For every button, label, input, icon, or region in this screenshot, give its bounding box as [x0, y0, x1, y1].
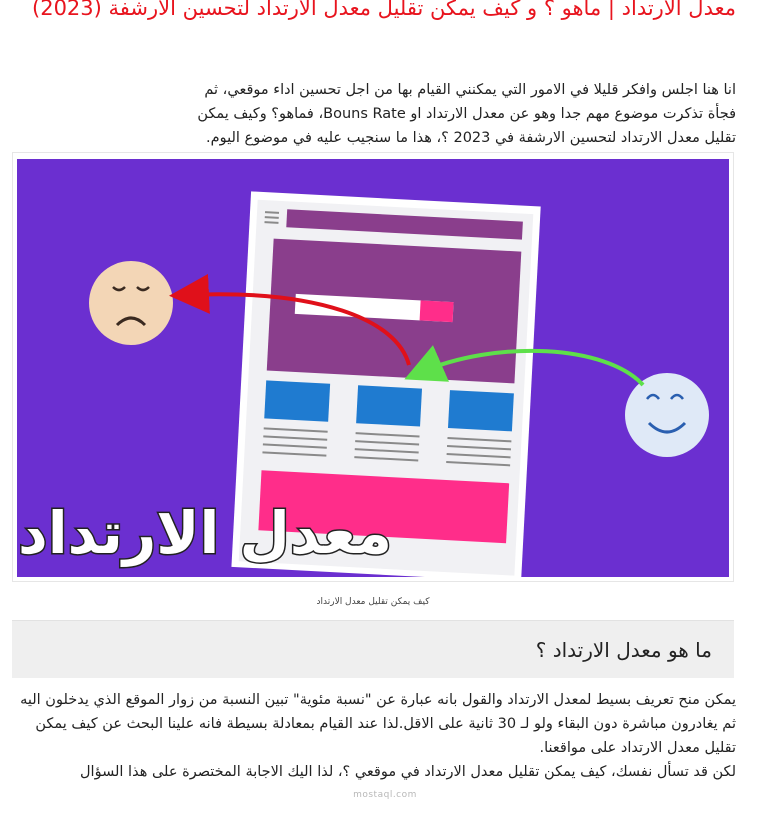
card-blue-3 [448, 390, 514, 431]
section-paragraph-2: لكن قد تسأل نفسك، كيف يمكن تقليل معدل الارتداد في موقعي ؟، لذا اليك الاجابة المختصرة على هذا السؤال [80, 764, 736, 780]
sad-face-icon [89, 261, 173, 345]
featured-image [12, 152, 734, 582]
article-title: معدل الارتداد | ماهو ؟ و كيف يمكن تقليل معدل الارتداد لتحسين الارشفة (2023) [32, 0, 736, 20]
bounce-rate-illustration [17, 159, 729, 577]
happy-face-icon [625, 373, 709, 457]
card-blue-2 [356, 385, 422, 426]
section-heading: ما هو معدل الارتداد ؟ [12, 620, 734, 678]
overlay-title: معدل الارتداد [17, 499, 393, 567]
section-paragraph-1: يمكن منح تعريف بسيط لمعدل الارتداد والقول بانه عبارة عن "نسبة مئوية" تبين النسبة من زوار الموقع الذي يدخلون اليه ثم يغادرون مباشرة دون البقاء ولو لـ 30 ثانية على الاقل.لذا عند القيام بمعادلة بسيطة فانه علينا البحث عن كيف يمكن تقليل معدل الارتداد على مواقعنا. [20, 692, 736, 756]
watermark: mostaql.com [353, 790, 417, 800]
image-caption: كيف يمكن تقليل معدل الارتداد [316, 597, 430, 607]
card-blue-1 [264, 380, 330, 421]
intro-paragraph: انا هنا اجلس وافكر قليلا في الامور التي يمكنني القيام بها من اجل تحسين اداء موقعي، ثم فجأة تذكرت موضوع مهم جدا وهو عن معدل الارتداد او Bouns Rate، فماهو؟ وكيف يمكن تقليل معدل الارتداد لتحسين الارشفة في 2023 ؟، هذا ما سنجيب عليه في موضوع اليوم. [197, 82, 736, 146]
section-body [14, 688, 736, 784]
